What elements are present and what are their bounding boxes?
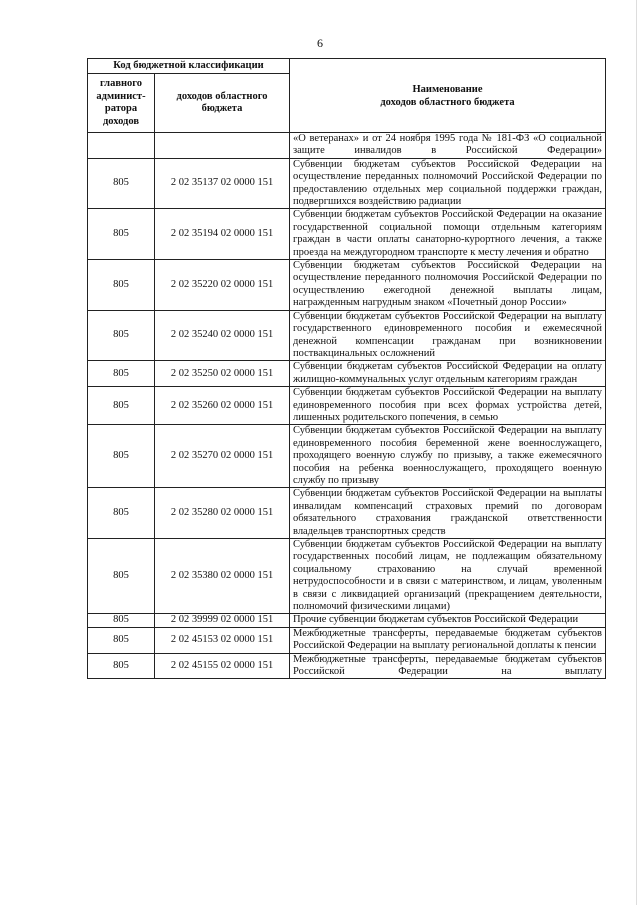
table-row [88,158,606,209]
table-row [88,627,606,653]
page-number: 6 [317,36,323,50]
table-body [88,133,606,679]
administrator-code-cell: 805 [88,653,155,679]
header-income-code: доходов областного бюджета [155,74,290,133]
administrator-code-cell: 805 [88,488,155,539]
table-row [88,539,606,614]
administrator-code-cell: 805 [88,260,155,311]
table-row [88,387,606,425]
table-row [88,133,606,159]
income-code-cell: 2 02 35270 02 0000 151 [155,425,290,488]
income-code-cell: 2 02 39999 02 0000 151 [155,614,290,627]
administrator-code-cell: 805 [88,614,155,627]
income-name-cell: Субвенции бюджетам субъектов Российской Федерации на выплаты инвалидам компенсаций страховых премий по договорам обязательного страхования гражданской ответственности владельцев транспортных средств [290,488,606,539]
administrator-code-cell: 805 [88,539,155,614]
income-code-cell: 2 02 45153 02 0000 151 [155,627,290,653]
income-code-cell: 2 02 35280 02 0000 151 [155,488,290,539]
income-code-cell [155,133,290,159]
income-code-cell: 2 02 35220 02 0000 151 [155,260,290,311]
income-code-cell: 2 02 35194 02 0000 151 [155,209,290,260]
table-row [88,361,606,387]
administrator-code-cell: 805 [88,158,155,209]
administrator-code-cell: 805 [88,310,155,361]
budget-classification-table [87,58,606,679]
administrator-code-cell: 805 [88,627,155,653]
income-name-cell: Субвенции бюджетам субъектов Российской Федерации на осуществление переданных полномочий Российской Федерации по предоставлению отдельных мер социальной поддержки граждан, подвергшихся воздействию радиации [290,158,606,209]
income-code-cell: 2 02 35137 02 0000 151 [155,158,290,209]
table-row [88,209,606,260]
income-name-cell: «О ветеранах» и от 24 ноября 1995 года № 181-ФЗ «О социальной защите инвалидов в Российской Федерации» [290,133,606,159]
table-row [88,310,606,361]
income-code-cell: 2 02 35260 02 0000 151 [155,387,290,425]
header-income-name [290,59,606,133]
income-code-cell: 2 02 35380 02 0000 151 [155,539,290,614]
header-name-line-1: Наименование [412,83,483,95]
table-row [88,614,606,627]
administrator-code-cell: 805 [88,387,155,425]
table-row [88,260,606,311]
page-edge-line [636,0,637,905]
table-row [88,488,606,539]
income-name-cell: Субвенции бюджетам субъектов Российской Федерации на выплату единовременного пособия беременной жене военнослужащего, проходящего военную службу по призыву, а также ежемесячного пособия на ребенка военнослужащего, проходящего военную службу по призыву [290,425,606,488]
income-name-cell: Межбюджетные трансферты, передаваемые бюджетам субъектов Российской Федерации на выплату региональной доплаты к пенсии [290,627,606,653]
income-name-cell: Субвенции бюджетам субъектов Российской Федерации на выплату государственных пособий лицам, не подлежащим обязательному социальному страхованию на случай временной нетрудоспособности и в связи с материнством, и лицам, уволенным в связи с ликвидацией организаций (прекращением деятельности, полномочий физическими лицами) [290,539,606,614]
income-name-cell: Субвенции бюджетам субъектов Российской Федерации на оказание государственной социальной помощи отдельным категориям граждан в части оплаты санаторно-курортного лечения, а также проезда на междугородном транспорте к месту лечения и обратно [290,209,606,260]
administrator-code-cell: 805 [88,361,155,387]
table-row [88,425,606,488]
header-main-administrator: главного админист-ратора доходов [88,74,155,133]
income-name-cell: Прочие субвенции бюджетам субъектов Российской Федерации [290,614,606,627]
income-code-cell: 2 02 35250 02 0000 151 [155,361,290,387]
income-name-cell: Субвенции бюджетам субъектов Российской Федерации на оплату жилищно-коммунальных услуг отдельным категориям граждан [290,361,606,387]
header-name-line-2: доходов областного бюджета [380,96,515,108]
income-code-cell: 2 02 35240 02 0000 151 [155,310,290,361]
table-row [88,653,606,679]
header-budget-classification-code: Код бюджетной классификации [88,59,290,74]
income-name-cell: Субвенции бюджетам субъектов Российской Федерации на осуществление переданного полномочия Российской Федерации по осуществлению ежегодной денежной выплаты лицам, награжденным нагрудным знаком «Почетный донор России» [290,260,606,311]
administrator-code-cell: 805 [88,425,155,488]
income-code-cell: 2 02 45155 02 0000 151 [155,653,290,679]
income-name-cell: Субвенции бюджетам субъектов Российской Федерации на выплату государственного единовременного пособия и ежемесячной денежной компенсации гражданам при возникновении поствакцинальных осложнений [290,310,606,361]
administrator-code-cell: 805 [88,209,155,260]
administrator-code-cell [88,133,155,159]
income-name-cell: Субвенции бюджетам субъектов Российской Федерации на выплату единовременного пособия при всех формах устройства детей, лишенных родительского попечения, в семью [290,387,606,425]
income-name-cell: Межбюджетные трансферты, передаваемые бюджетам субъектов Российской Федерации на выплату [290,653,606,679]
